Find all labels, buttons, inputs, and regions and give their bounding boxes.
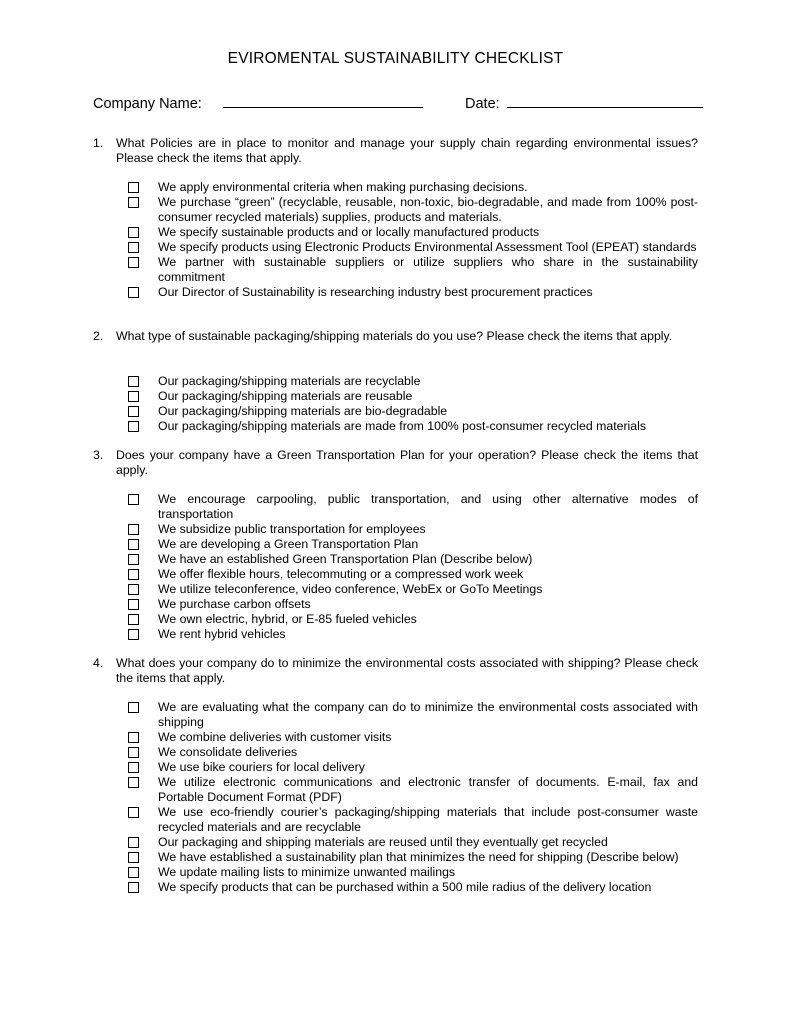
question-2-options	[128, 374, 698, 434]
question-1	[93, 136, 698, 166]
checklist-item-label: We own electric, hybrid, or E-85 fueled vehicles	[158, 612, 417, 626]
checklist-item	[128, 850, 698, 865]
checklist-item-label: We are developing a Green Transportation Plan	[158, 537, 419, 551]
checklist-item-label: We encourage carpooling, public transportation, and using other alternative modes of transportation	[158, 492, 698, 521]
checkbox[interactable]	[128, 376, 139, 387]
checklist-item	[128, 567, 698, 582]
checkbox[interactable]	[128, 421, 139, 432]
checklist-item	[128, 865, 698, 880]
checklist-item-label: We combine deliveries with customer visits	[158, 730, 392, 744]
checklist-item	[128, 404, 698, 419]
checklist-item	[128, 582, 698, 597]
checklist-item	[128, 374, 698, 389]
checkbox[interactable]	[128, 584, 139, 595]
company-name-label: Company Name:	[93, 96, 202, 112]
checkbox[interactable]	[128, 494, 139, 505]
checklist-item	[128, 180, 698, 195]
checklist-item-label: We partner with sustainable suppliers or utilize suppliers who share in the sustainability commitment	[158, 255, 698, 284]
checklist-item-label: We apply environmental criteria when making purchasing decisions.	[158, 180, 528, 194]
checkbox[interactable]	[128, 287, 139, 298]
checklist-item-label: We specify sustainable products and or locally manufactured products	[158, 225, 540, 239]
checklist-item	[128, 419, 698, 434]
checkbox[interactable]	[128, 227, 139, 238]
checklist-item	[128, 597, 698, 612]
checklist-item	[128, 552, 698, 567]
checklist-item-label: Our packaging/shipping materials are bio-degradable	[158, 404, 448, 418]
checklist-item-label: Our packaging/shipping materials are reusable	[158, 389, 413, 403]
checkbox[interactable]	[128, 242, 139, 253]
checklist-item	[128, 255, 698, 285]
checkbox[interactable]	[128, 732, 139, 743]
checkbox[interactable]	[128, 614, 139, 625]
checklist-item-label: We have an established Green Transportation Plan (Describe below)	[158, 552, 533, 566]
question-text: Does your company have a Green Transportation Plan for your operation? Please check the items that apply.	[116, 448, 698, 477]
checklist-item	[128, 805, 698, 835]
page-title: EVIROMENTAL SUSTAINABILITY CHECKLIST	[227, 50, 564, 67]
checklist-item-label: We consolidate deliveries	[158, 745, 298, 759]
checklist-item	[128, 195, 698, 225]
checklist-item	[128, 612, 698, 627]
checkbox[interactable]	[128, 569, 139, 580]
checkbox[interactable]	[128, 882, 139, 893]
checkbox[interactable]	[128, 197, 139, 208]
checklist-item-label: Our packaging and shipping materials are reused until they eventually get recycled	[158, 835, 608, 849]
checkbox[interactable]	[128, 852, 139, 863]
date-field	[465, 92, 703, 112]
checkbox[interactable]	[128, 702, 139, 713]
checklist-item	[128, 492, 698, 522]
checkbox[interactable]	[128, 391, 139, 402]
checklist-item-label: We are evaluating what the company can do to minimize the environmental costs associated with shipping	[158, 700, 698, 729]
checkbox[interactable]	[128, 182, 139, 193]
question-number: 2.	[93, 329, 104, 343]
checklist-item-label: We specify products that can be purchased within a 500 mile radius of the delivery location	[158, 880, 652, 894]
checkbox[interactable]	[128, 406, 139, 417]
question-text: What does your company do to minimize the environmental costs associated with shipping? Please check the items that apply.	[116, 656, 698, 685]
checklist-item-label: We subsidize public transportation for employees	[158, 522, 426, 536]
question-4-options	[128, 700, 698, 895]
checkbox[interactable]	[128, 867, 139, 878]
checklist-item-label: Our packaging/shipping materials are recyclable	[158, 374, 421, 388]
checkbox[interactable]	[128, 257, 139, 268]
checkbox[interactable]	[128, 837, 139, 848]
checklist-item-label: We use bike couriers for local delivery	[158, 760, 365, 774]
checkbox[interactable]	[128, 539, 139, 550]
checklist-item-label: We offer flexible hours, telecommuting or a compressed work week	[158, 567, 524, 581]
checklist-item-label: We use eco-friendly courier’s packaging/shipping materials that include post-consumer waste recycled materials and are recyclable	[158, 805, 698, 834]
company-name-field	[93, 92, 423, 112]
checkbox[interactable]	[128, 747, 139, 758]
checkbox[interactable]	[128, 777, 139, 788]
checklist-item-label: We purchase “green” (recyclable, reusable, non-toxic, bio-degradable, and made from 100% post-consumer recycled materials) supplies, products and materials.	[158, 195, 698, 224]
checkbox[interactable]	[128, 599, 139, 610]
checklist-item-label: We have established a sustainability plan that minimizes the need for shipping (Describe below)	[158, 850, 679, 864]
checklist-item	[128, 745, 698, 760]
question-number: 3.	[93, 448, 104, 462]
checklist-item-label: Our packaging/shipping materials are made from 100% post-consumer recycled materials	[158, 419, 646, 433]
checklist-item	[128, 389, 698, 404]
date-line[interactable]	[507, 92, 703, 108]
checkbox[interactable]	[128, 554, 139, 565]
checklist-item	[128, 240, 698, 255]
checklist-item-label: We utilize teleconference, video conference, WebEx or GoTo Meetings	[158, 582, 543, 596]
checklist-item	[128, 730, 698, 745]
checklist-item	[128, 835, 698, 850]
question-number: 4.	[93, 656, 104, 670]
date-label: Date:	[465, 96, 500, 112]
question-4	[93, 656, 698, 686]
checklist-item	[128, 880, 698, 895]
checklist-item-label: We utilize electronic communications and electronic transfer of documents. E-mail, fax and Portable Document Format (PDF)	[158, 775, 698, 804]
checklist-item	[128, 760, 698, 775]
checklist-item	[128, 700, 698, 730]
checklist-item-label: We purchase carbon offsets	[158, 597, 311, 611]
checklist-item	[128, 627, 698, 642]
checklist-item-label: Our Director of Sustainability is researching industry best procurement practices	[158, 285, 593, 299]
checklist-item	[128, 522, 698, 537]
checklist-item	[128, 537, 698, 552]
question-3	[93, 448, 698, 478]
checklist-item-label: We update mailing lists to minimize unwanted mailings	[158, 865, 456, 879]
checklist-item	[128, 285, 698, 300]
question-3-options	[128, 492, 698, 642]
company-name-line[interactable]	[223, 92, 423, 108]
checklist-item-label: We specify products using Electronic Products Environmental Assessment Tool (EPEAT) standards	[158, 240, 697, 254]
question-number: 1.	[93, 136, 104, 150]
checkbox[interactable]	[128, 762, 139, 773]
checkbox[interactable]	[128, 524, 139, 535]
question-2	[93, 329, 698, 344]
checklist-item	[128, 775, 698, 805]
checklist-item	[128, 225, 698, 240]
question-1-options	[128, 180, 698, 300]
question-text: What Policies are in place to monitor and manage your supply chain regarding environmental issues? Please check the items that apply.	[116, 136, 698, 165]
checkbox[interactable]	[128, 629, 139, 640]
checklist-item-label: We rent hybrid vehicles	[158, 627, 286, 641]
question-text: What type of sustainable packaging/shipping materials do you use? Please check the items that apply.	[116, 329, 673, 343]
checkbox[interactable]	[128, 807, 139, 818]
